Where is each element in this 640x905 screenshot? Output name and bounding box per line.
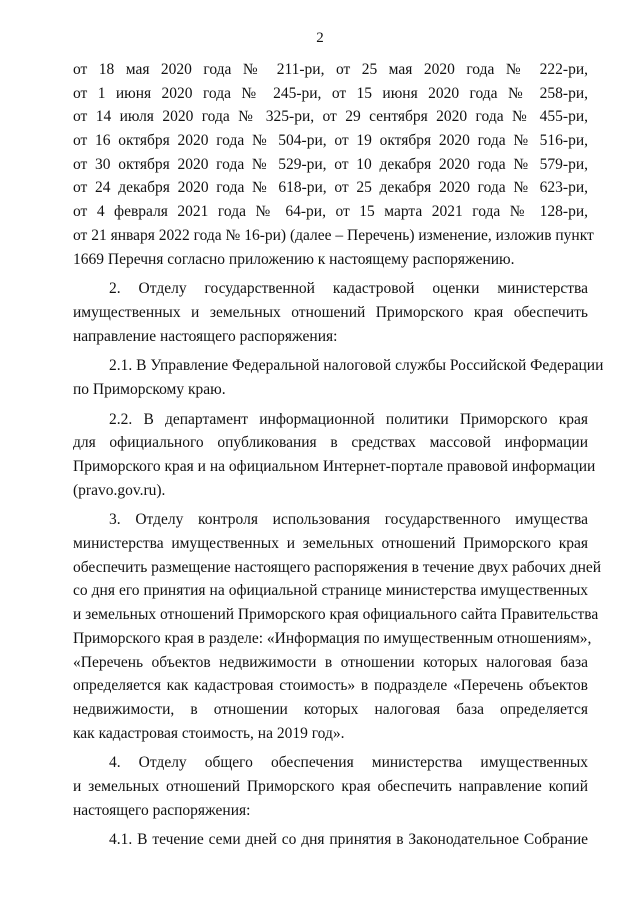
paragraph-3	[73, 354, 604, 401]
text-line: от 14 июля 2020 года № 325-ри, от 29 сентября 2020 года № 455-ри,	[73, 108, 588, 126]
text-line: от 24 декабря 2020 года № 618-ри, от 25 декабря 2020 года № 623-ри,	[73, 179, 588, 197]
text-line: Приморского края в разделе: «Информация по имущественным отношениям»,	[73, 629, 592, 647]
text-line: определяется как кадастровая стоимость» в подразделе «Перечень объектов	[73, 677, 588, 695]
text-line: 3. Отделу контроля использования государственного имущества	[109, 511, 588, 529]
text-line: недвижимости, в отношении которых налоговая база определяется	[73, 700, 588, 718]
text-line: 2. Отделу государственной кадастровой оценки министерства	[109, 280, 588, 298]
text-line: 4. Отделу общего обеспечения министерства имущественных	[109, 754, 588, 772]
text-line: от 1 июня 2020 года № 245-ри, от 15 июня 2020 года № 258-ри,	[73, 84, 588, 102]
text-line: по Приморскому краю.	[73, 380, 226, 398]
text-line: от 18 мая 2020 года № 211-ри, от 25 мая 2020 года № 222-ри,	[73, 61, 588, 78]
text-line: для официального опубликования в средствах массовой информации	[73, 434, 588, 452]
paragraph-2	[73, 277, 588, 348]
text-line: и земельных отношений Приморского края обеспечить направление копий	[73, 777, 588, 795]
text-line: от 16 октября 2020 года № 504-ри, от 19 октября 2020 года № 516-ри,	[73, 132, 588, 150]
paragraph-5	[73, 508, 602, 745]
text-line: Приморского края и на официальном Интернет-портале правовой информации	[73, 458, 596, 475]
text-line: 4.1. В течение семи дней со дня принятия в Законодательное Собрание	[109, 831, 588, 849]
text-line: «Перечень объектов недвижимости в отношении которых налоговая база	[73, 653, 588, 671]
text-line: от 30 октября 2020 года № 529-ри, от 10 декабря 2020 года № 579-ри,	[73, 155, 588, 173]
text-line: со дня его принятия на официальной странице министерства имущественных	[73, 582, 588, 600]
document-body	[73, 58, 604, 852]
text-line: и земельных отношений Приморского края официального сайта Правительства	[73, 606, 599, 624]
text-line: 2.1. В Управление Федеральной налоговой службы Российской Федерации	[109, 357, 604, 375]
paragraph-6	[73, 751, 588, 822]
text-line: (pravo.gov.ru).	[73, 481, 166, 499]
paragraph-1	[73, 58, 594, 271]
text-line: направление настоящего распоряжения:	[73, 327, 338, 345]
paragraph-7	[73, 828, 588, 852]
text-line: от 21 января 2022 года № 16-ри) (далее – Перечень) изменение, изложив пункт	[73, 226, 594, 244]
text-line: министерства имущественных и земельных отношений Приморского края	[73, 535, 588, 553]
paragraph-4	[73, 408, 596, 503]
text-line: как кадастровая стоимость, на 2019 год».	[73, 724, 345, 742]
text-line: 1669 Перечня согласно приложению к настоящему распоряжению.	[73, 250, 515, 268]
page-number: 2	[316, 30, 324, 46]
text-line: настоящего распоряжения:	[73, 801, 251, 819]
text-line: обеспечить размещение настоящего распоряжения в течение двух рабочих дней	[73, 558, 602, 576]
text-line: от 4 февраля 2021 года № 64-ри, от 15 марта 2021 года № 128-ри,	[73, 203, 588, 221]
text-line: 2.2. В департамент информационной политики Приморского края	[109, 410, 588, 428]
text-line: имущественных и земельных отношений Приморского края обеспечить	[73, 303, 588, 321]
